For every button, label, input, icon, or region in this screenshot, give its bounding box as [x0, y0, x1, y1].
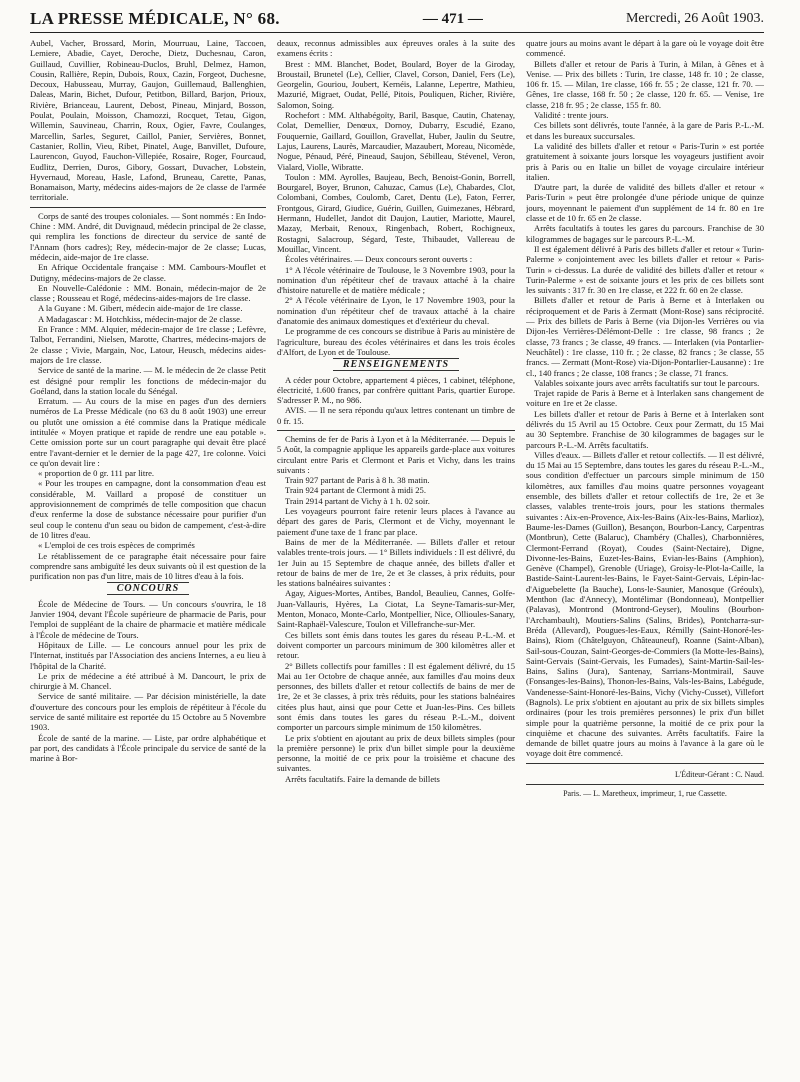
article-paragraph: Rochefort : MM. Althabégoïty, Baril, Basque, Cautin, Chatenay, Colat, Demellier, Denœux, Dornoy, Dubarry, Escudié, Ezano, Fouquernie, Gaillard, Gouillon, Gravellat, Huber, Jaulin du Seutre, Lajus, Laurens, Laurès, Marcaudier, Mazaubert, Moreau, Nicomède, Nogue, Pénaud, Péré, Pineaud, Saujon, Sébilleau, Stévenel, Veron, Vialard, Violle, Wibratte.: [277, 110, 515, 172]
section-heading-text: CONCOURS: [107, 582, 189, 595]
article-paragraph: École de santé de la marine. — Liste, par ordre alphabétique et par port, des candidats à l'École principale du service de santé de la marine à Bor-: [30, 732, 266, 764]
article-paragraph: Service de santé de la marine. — M. le médecin de 2e classe Petit est désigné pour remplir les fonctions de médecin-major du Goéland, dans la station locale du Sénégal.: [30, 365, 266, 396]
section-heading-text: RENSEIGNEMENTS: [333, 358, 459, 371]
article-paragraph: Bains de mer de la Méditerranée. — Billets d'aller et retour valables trente-trois jours. — 1° Billets individuels : Il est délivré, du 1er Juin au 15 Septembre de chaque année, des billets d'aller et retour de bains de mer de 1re, 2e et 3e classes, à prix réduits, pour les stations balnéaires suivantes :: [277, 536, 515, 589]
column-3: [526, 38, 764, 1074]
article-paragraph: Validité : trente jours.: [534, 110, 609, 121]
article-paragraph: Trajet rapide de Paris à Berne et à Interlaken sans changement de voiture en 1re et 2e classe.: [526, 388, 764, 409]
section-heading: [30, 584, 266, 594]
article-paragraph: Hôpitaux de Lille. — Le concours annuel pour les prix de l'Internat, institués par l'Association des anciens Internes, a eu lieu à l'hôpital de la Charité.: [30, 639, 266, 671]
article-paragraph: D'autre part, la durée de validité des billets d'aller et retour « Paris-Turin » peut être prolongée d'une période unique de quinze jours, moyennant le paiement d'un supplément de 14 fr. 80 en 1re classe et de 10 fr. 65 en 2e classe.: [526, 182, 764, 224]
article-paragraph: Arrêts facultatifs à toutes les gares du parcours. Franchise de 30 kilogrammes de bagages sur le parcours P.-L.-M.: [526, 223, 764, 244]
article-paragraph: En Afrique Occidentale française : MM. Cambours-Mouflet et Dutigny, médecins-majors de 2e classe.: [30, 262, 266, 283]
page-number: — 471 —: [422, 10, 483, 27]
article-paragraph: Erratum. — Au cours de la mise en pages d'un des derniers numéros de La Presse Médicale (no 63 du 8 août 1903) une erreur ou plutôt une omission a été commise dans la Pratique médicale intitulée « Moyen pratique et rapide de rendre une eau potable ». Cette omission porte sur un court paragraphe qui devait être placé entre l'avant-dernier et le dernier de la page 427, 1re colonne. Voici ce qu'on devait lire :: [30, 396, 266, 468]
article-paragraph: Le programme de ces concours se distribue à Paris au ministère de l'agriculture, bureau des écoles vétérinaires et dans les trois écoles d'Alfort, de Lyon et de Toulouse.: [277, 326, 515, 357]
article-paragraph: École de Médecine de Tours. — Un concours s'ouvrira, le 18 Janvier 1904, devant l'École supérieure de pharmacie de Paris, pour l'emploi de suppléant de la chaire de pharmacie et matière médicale à l'École de médecine de Tours.: [30, 598, 266, 640]
article-paragraph: Valables soixante jours avec arrêts facultatifs sur tout le parcours.: [534, 377, 760, 388]
printer-imprint: Paris. — L. Maretheux, imprimeur, 1, rue Cassette.: [563, 789, 727, 799]
article-paragraph: A la Guyane : M. Gibert, médecin aide-major de 1re classe.: [38, 303, 243, 314]
article-paragraph: quatre jours au moins avant le départ à la gare où le voyage doit être commencé.: [526, 38, 764, 59]
article-paragraph: Écoles vétérinaires. — Deux concours seront ouverts :: [285, 254, 473, 265]
issue-date: Mercredi, 26 Août 1903.: [625, 11, 764, 26]
article-paragraph: 2° Billets collectifs pour familles : Il est également délivré, du 15 Mai au 1er Octobre de chaque année, aux familles d'au moins deux personnes, des billets d'aller et retour collectifs de bains de mer de 1re, 2e et 3e classes, à prix très réduits, pour les stations balnéaires citées plus haut, ainsi que pour Cette et Juan-les-Pins. Ces billets sont émis dans toutes les gares du réseau P.-L.-M., doivent comporter un parcours simple minimum de 150 kilomètres.: [277, 660, 515, 733]
article-paragraph: A Madagascar : M. Hotchkiss, médecin-major de 2e classe.: [38, 313, 243, 324]
article-paragraph: Brest : MM. Blanchet, Bodet, Boulard, Boyer de la Giroday, Broustail, Brunetel (Le), Cellier, Clavel, Corson, Daniel, Fers (Le), Georgelin, Gouriou, Joubert, Kernéis, Lalanne, Lepertre, Mathieu, Mazurié, Migraet, Oudat, Pellé, Pitois, Pouliquen, Richer, Rivière, Salomon, Soing.: [277, 58, 515, 110]
article-paragraph: Les voyageurs pourront faire retenir leurs places à l'avance au départ des gares de Paris, Clermont et de Vichy, moyennant le paiement d'une taxe de 1 franc par place.: [277, 506, 515, 537]
article-paragraph: En France : MM. Alquier, médecin-major de 1re classe ; Lefèvre, Talbot, Ferrandini, Nielsen, Marotte, Chartres, médecins-majors de 2e classe ; Vivie, Margain, Noc, Latour, Heusch, médecins aides-majors de 1re classe.: [30, 324, 266, 365]
article-paragraph: deaux, reconnus admissibles aux épreuves orales à la suite des examens écrits :: [277, 38, 515, 59]
column-rule: [30, 207, 266, 208]
article-paragraph: 1° A l'école vétérinaire de Toulouse, le 3 Novembre 1903, pour la nomination d'un répétiteur chef de travaux attaché à la chaire d'histoire naturelle et de matière médicale ;: [277, 264, 515, 296]
column-1: [30, 38, 266, 1074]
article-paragraph: Train 927 partant de Paris à 8 h. 38 matin.: [285, 475, 430, 486]
article-paragraph: En Nouvelle-Calédonie : MM. Bonain, médecin-major de 2e classe ; Rousseau et Rogé, médecins-aides-majors de 1re classe.: [30, 282, 266, 304]
article-paragraph: Ces billets sont délivrés, toute l'année, à la gare de Paris P.-L.-M. et dans les bureaux succursales.: [526, 120, 764, 141]
article-paragraph: Le rétablissement de ce paragraphe était nécessaire pour faire comprendre sans ambiguïté les deux suivants où il est question de la purification non pas d'un litre, mais de 10 litres d'eau à la fois.: [30, 550, 266, 582]
column-2: [277, 38, 515, 1074]
article-paragraph: Villes d'eaux. — Billets d'aller et retour collectifs. — Il est délivré, du 15 Mai au 15 Septembre, dans toutes les gares du réseau P.-L.-M., sous condition d'effectuer un parcours simple minimum de 150 kilomètres, aux familles d'au moins quatre personnes voyageant ensemble, des billets d'aller et retour collectifs de 1re, 2e et 3e classes, valables trente-trois jours, pour les stations thermales suivantes : Aix-en-Provence, Aix-les-Bains (Aix-les-Bains, Marlioz), Baume-les-Dames (Guillon), Besançon, Bourbon-Lancy, Carpentras (Montbrun), Cette (Balaruc), Chambéry (Challes), Charbonnières, Clermont-Ferrand (Royat), Coudes (Saint-Nectaire), Digne, Divonne-les-Bains, Euzet-les-Bains, Evian-les-Bains (Amphion), Genève (Champel), Grenoble (Uriage), Groisy-le-Plot-la-Caille, la Bastide-Saint-Laurent-les-Bains, le Fayet-Saint-Gervais, Lépin-lac-d'Aiguebelette (la Bauche), Lons-le-Saunier, Manosque (Gréoulx), Menthon (lac d'Annecy), Montélimar (Bondonneau), Montpellier (Palavas), Montrond (Montrond-Geyser), Moulins (Bourbon-l'Archambault), Moutiers-Salins (Salins, Brides), Pontcharra-sur-Bréda (Allevard), Pougues-les-Eaux, Rémilly (Saint-Honoré-les-Bains), Riom (Châtelguyon, Châteauneuf), Roanne (Saint-Alban), Sail-sous-Couzan, Saint-Georges-de-Commiers (la Motte-les-Bains), Saint-Gervais (Saint-Gervais, les Fumades), Saint-Martin-Sail-les-Bains, Salins (Jura), Santenay, Sarrians-Montmirail, Sauve (Fonsanges-les-Bains), Thonon-les-Bains, Vals-les-Bains, Labégude, Vandenesse-Saint-Honoré-les-Bains, Vichy (Vichy-Cusset), Villefort (Bagnols). Le prix s'obtient en ajoutant au prix de six billets simples ordinaires (pour les trois premières personnes) le prix d'un billet simple pour la quatrième personne, la moitié de ce prix pour la cinquième et chacune des suivantes. Arrêts facultatifs. Faire la demande de billet quatre jours au moins à l'avance à la gare où le voyage doit être commencé.: [526, 449, 764, 759]
editor-signature: L'Éditeur-Gérant : C. Naud.: [674, 769, 764, 779]
article-paragraph: Arrêts facultatifs. Faire la demande de billets: [285, 773, 440, 784]
article-paragraph: Il est également délivré à Paris des billets d'aller et retour « Turin-Palerme » conjointement avec les billets d'aller et retour « Paris-Turin » ci-dessus. La durée de validité des billets d'aller et retour « Turin-Palerme » est de soixante jours et les prix de ces billets sont les suivants : 317 fr. 30 en 1re classe, et 222 fr. 60 en 2e classe.: [526, 243, 764, 296]
article-paragraph: Aubel, Vacher, Brossard, Morin, Mourruau, Laine, Taccoen, Lemiere, Abadie, Cayet, Deroche, Dietz, Duchesnau, Caron, Guillaud, Cuvillier, Robineau-Duclos, Bruhl, Delmez, Hamon, Cousin, Rallière, Repin, Dubois, Roux, Cazin, Forgeot, Duchesne, Decoux, Habusseau, Murray, Gaujon, Guillemaud, Ballenghien, Daleas, Marin, Bichet, Dufour, Petitbon, Billard, Barjon, Prioux, Rivière, Brianceau, Laurent, Debost, Pineau, Minjard, Bosson, Poulat, Poulain, Moisson, Chamozzi, Rocquet, Tetau, Gigon, Willemin, Sauvineau, Charrin, Roux, Ogier, Favre, Coulanges, Marcellin, Sarles, Seguret, Caillol, Panier, Servières, Bonnet, Castanier, Rollin, Vieu, Ribet, Pinatel, Auge, Banvillet, Dufoure, Laurencon, Guyod, Fauchon-Villepiée, Rosaire, Roger, Fourcaud, Eudlitz, Derrien, Duros, Gibory, Gossart, Duvacher, Lobstein, Hyvernaud, Moreau, Hasle, Lafond, Bruneau, Carette, Panas, Bonamaison, Marty, médecins aides-majors de 2e classe de l'armée territoriale.: [30, 38, 266, 203]
column-rule: [526, 763, 764, 764]
column-rule: [277, 430, 515, 431]
article-paragraph: Billets d'aller et retour de Paris à Turin, à Milan, à Gênes et à Venise. — Prix des billets : Turin, 1re classe, 148 fr. 10 ; 2e classe, 106 fr. 15. — Milan, 1re classe, 166 fr. 55 ; 2e classe, 121 fr. 70. — Gênes, 1re classe, 168 fr. 50 ; 2e classe, 120 fr. 65. — Venise, 1re classe, 218 fr. 95 ; 2e classe, 155 fr. 80.: [526, 58, 764, 110]
page-header: [30, 6, 764, 33]
article-paragraph: AVIS. — Il ne sera répondu qu'aux lettres contenant un timbre de 0 fr. 15.: [277, 405, 515, 426]
article-paragraph: Service de santé militaire. — Par décision ministérielle, la date d'ouverture des concours pour les emplois de répétiteur à l'école du service de santé militaire est reportée du 15 Octobre au 5 Novembre 1903.: [30, 691, 266, 733]
article-paragraph: Billets d'aller et retour de Paris à Berne et à Interlaken ou réciproquement et de Paris à Zermatt (Mont-Rose) sans réciprocité. — Prix des billets de Paris à Berne (via Dijon-les Verrières ou via Dijon-les Verrières-Délémont-Delle : 1re classe, 98 francs ; 2e classe, 73 francs ; 3e classe, 49 francs. — Interlaken (via Pontarlier-Neuchâtel) : 1re classe, 110 fr. ; 2e classe, 82 francs ; 3e classe, 55 francs. — Zermatt (Mont-Rose) via-Dijon-Pontarlier-Lausanne) : 1re cl., 140 francs ; 2e classe, 108 francs ; 3e classe, 71 francs.: [526, 295, 764, 378]
article-paragraph: « proportion de 0 gr. 111 par litre.: [38, 468, 155, 479]
journal-title: LA PRESSE MÉDICALE, N° 68.: [30, 9, 280, 28]
article-paragraph: Train 2914 partant de Vichy à 1 h. 02 soir.: [285, 495, 430, 506]
article-paragraph: A céder pour Octobre, appartement 4 pièces, 1 cabinet, téléphone, électricité, 1.600 francs, par confrère quittant Paris, quartier Europe. S'adresser P. M., no 986.: [277, 374, 515, 406]
article-paragraph: 2° A l'école vétérinaire de Lyon, le 17 Novembre 1903, pour la nomination d'un répétiteur chef de travaux attaché à la chaire d'anatomie des animaux domestiques et d'extérieur du cheval.: [277, 295, 515, 327]
section-heading: [277, 360, 515, 370]
article-paragraph: Le prix s'obtient en ajoutant au prix de deux billets simples (pour la première personne) le prix d'un billet simple pour la deuxième personne, la moitié de ce prix pour la troisième et chacune des suivantes.: [277, 732, 515, 774]
article-paragraph: Train 924 partant de Clermont à midi 25.: [285, 485, 426, 496]
article-paragraph: Les billets d'aller et retour de Paris à Berne et à Interlaken sont délivrés du 15 Avril au 15 Octobre. Ceux pour Zermatt, du 15 Mai au 30 Septembre. Franchise de 30 kilogrammes de bagages sur le parcours P.-L.-M. Arrêts facultatifs.: [526, 408, 764, 450]
column-rule: [526, 784, 764, 785]
article-paragraph: « Pour les troupes en campagne, dont la consommation d'eau est considérable, M. Vaillard a proposé de constituer un approvisionnement de comprimés de telle composition que chacun d'eux renferme la dose de substance nécessaire pour purifier d'un seul coup le contenu d'un seau ou bidon de campement, c'est-à-dire de 10 litres d'eau.: [30, 478, 266, 540]
article-paragraph: Corps de santé des troupes coloniales. — Sont nommés : En Indo-Chine : MM. André, dit Duvignaud, médecin principal de 2e classe, qui remplira les fonctions de directeur du service de santé de l'Annam (hors cadres); Rey, médecin-major de 2e classe; Lucas, médecin, aide-major de 1re classe.: [30, 210, 266, 262]
article-paragraph: La validité des billets d'aller et retour « Paris-Turin » est portée gratuitement à soixante jours lorsque les voyageurs justifient avoir pris à Paris ou en Italie un billet de voyage circulaire intérieur italien.: [526, 140, 764, 182]
article-paragraph: Toulon : MM. Ayrolles, Baujeau, Bech, Benoist-Gonin, Borrell, Bourgarel, Boyer, Brunon, Cahuzac, Camus (Le), Chabardes, Clot, Colombani, Combes, Coulomb, Caret, Dentu (Le), Faton, Ferrer, Frontgous, Girard, Giudice, Guérin, Guillen, Guimezanes, Hébrard, Hermann, Hudellet, Jandot dit Daujon, Lautier, Mariotte, Maurel, Mazay, Merbait, Renoux, Ringenbach, Robert, Rochigneux, Rostagni, Salacroup, Ségard, Teste, Thibaudet, Vallereau de Mouillac, Vincent.: [277, 171, 515, 254]
article-columns: [30, 38, 764, 1074]
article-paragraph: Le prix de médecine a été attribué à M. Dancourt, le prix de chirurgie à M. Chancel.: [30, 670, 266, 692]
article-paragraph: Agay, Aigues-Mortes, Antibes, Bandol, Beaulieu, Cannes, Golfe-Juan-Vallauris, Hyères, La Ciotat, La Seyne-Tamaris-sur-Mer, Menton, Monaco, Monte-Carlo, Montpellier, Nice, Ollioules-Sanary, Saint-Raphaël-Valescure, Toulon et Villefranche-sur-Mer.: [277, 588, 515, 630]
article-paragraph: Chemins de fer de Paris à Lyon et à la Méditerranée. — Depuis le 5 Août, la compagnie applique les appareils garde-place aux voitures circulant entre Paris et Clermont et Paris et Vichy, dans les trains suivants :: [277, 433, 515, 475]
article-paragraph: « L'emploi de ces trois espèces de comprimés: [38, 540, 195, 551]
article-paragraph: Ces billets sont émis dans toutes les gares du réseau P.-L.-M. et doivent comporter un parcours minimum de 300 kilomètres aller et retour.: [277, 629, 515, 661]
